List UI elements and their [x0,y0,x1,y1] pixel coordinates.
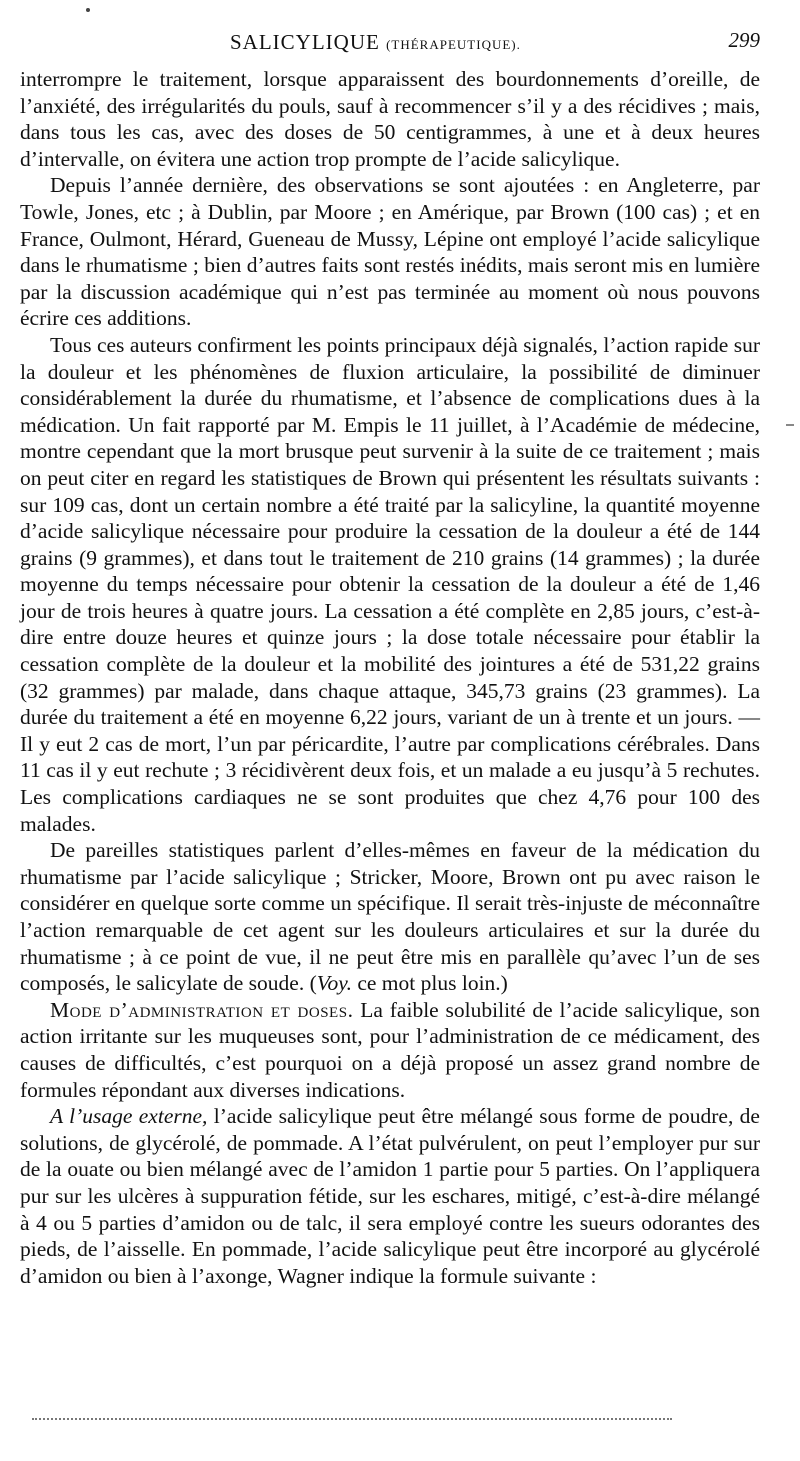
page [20,22,760,1289]
footer-bleed-through-line [32,1418,672,1420]
running-title-main: SALICYLIQUE [230,30,380,54]
paragraph-4-voy: Voy. [316,971,352,996]
paragraph-2: Depuis l’année dernière, des observations se sont ajoutées : en Angleterre, par Towle, Jones, etc ; à Dublin, par Moore ; en Amérique, par Brown (100 cas) ; et en France, Oulmont, Hérard, Gueneau de Mussy, Lépine ont employé l’acide salicylique dans le rhumatisme ; bien d’autres faits sont restés inédits, mais seront mis en lumière par la discussion académique qui n’est pas terminée au moment où nous pouvons écrire ces additions. [20,173,760,331]
paragraph-5-text: La faible solubilité de l’acide salicylique, son action irritante sur les muqueuses sont, pour l’administration de ce médicament, des causes de difficultés, c’est pourquoi on a déjà proposé un assez grand nombre de formules répondant aux diverses indications. [20,997,760,1102]
paragraph-3: Tous ces auteurs confirment les points principaux déjà signalés, l’action rapide sur la douleur et les phénomènes de fluxion articulaire, la possibilité de diminuer considérablement la durée du rhumatisme, et l’absence de complications dues à la médication. Un fait rapporté par M. Empis le 11 juillet, à l’Académie de médecine, montre cependant que la mort brusque peut survenir à la suite de ce traitement ; mais on peut citer en regard les statistiques de Brown qui présentent les résultats suivants : sur 109 cas, dont un certain nombre a été traité par la salicyline, la quantité moyenne d’acide salicylique nécessaire pour produire la cessation de la douleur a été de 144 grains (9 grammes), et dans tout le traitement de 210 grains (14 grammes) ; la durée moyenne du temps nécessaire pour obtenir la cessation de la douleur a été de 1,46 jour de trois heures à quatre jours. La cessation a été complète en 2,85 jours, c’est-à-dire entre douze heures et quinze jours ; la dose totale nécessaire pour établir la cessation complète de la douleur et la mobilité des jointures a été de 531,22 grains (32 grammes) par malade, dans chaque attaque, 345,73 grains (23 grammes). La durée du traitement a été en moyenne 6,22 jours, variant de un à trente et un jours. — Il y eut 2 cas de mort, l’un par péricardite, l’autre par complications cérébrales. Dans 11 cas il y eut rechute ; 3 récidivèrent deux fois, et un malade a eu jusqu’à 5 rechutes. Les complications cardiaques ne se sont produites que chez 4,76 pour 100 des malades. [20,332,760,836]
paragraph-6-lead: A l’usage externe, [50,1104,208,1129]
paragraph-6-text: l’acide salicylique peut être mélangé sous forme de poudre, de solutions, de glycérolé, de pommade. A l’état pulvérulent, on peut l’employer pur sur de la ouate ou bien mélangé avec de l’amidon 1 partie pour 5 parties. On l’appliquera pur sur les ulcères à suppuration fétide, sur les eschares, mitigé, c’est-à-dire mélangé à 4 ou 5 parties d’amidon ou de talc, il sera employé contre les sueurs odorantes des pieds, de l’aisselle. En pommade, l’acide salicylique peut être incorporé au glycérolé d’amidon ou bien à l’axonge, Wagner indique la formule suivante : [20,1104,760,1288]
running-title [230,30,521,55]
ink-speck [86,8,90,12]
paragraph-4-text: De pareilles statistiques parlent d’elles-mêmes en faveur de la médication du rhumatisme par l’acide salicylique ; Stricker, Moore, Brown ont pu avec raison le considérer en quelque sorte comme un spécifique. Il serait très-injuste de méconnaître l’action remarquable de cet agent sur les douleurs articulaires et sur la durée du rhumatisme ; à ce point de vue, il ne peut être mis en parallèle qu’avec l’un de ses composés, le salicylate de soude. ( [20,838,760,996]
paragraph-4-end: ce mot plus loin.) [351,971,508,996]
paragraph-6 [20,1103,760,1289]
running-title-sub: (THÉRAPEUTIQUE). [386,37,521,52]
page-number: 299 [728,28,760,52]
paragraph-1: interrompre le traitement, lorsque apparaissent des bourdonnements d’oreille, de l’anxiété, des irrégularités du pouls, sauf à recommencer s’il y a des récidives ; mais, dans tous les cas, avec des doses de 50 centigrammes, à une et à deux heures d’intervalle, on évitera une action trop prompte de l’acide salicylique. [20,67,760,171]
paragraph-4 [20,837,760,997]
paragraph-5 [20,997,760,1103]
section-heading-mode-administration: Mode d’administration et doses. [50,997,354,1022]
body-text [20,66,760,1289]
margin-mark [786,424,794,426]
running-header [20,22,760,54]
